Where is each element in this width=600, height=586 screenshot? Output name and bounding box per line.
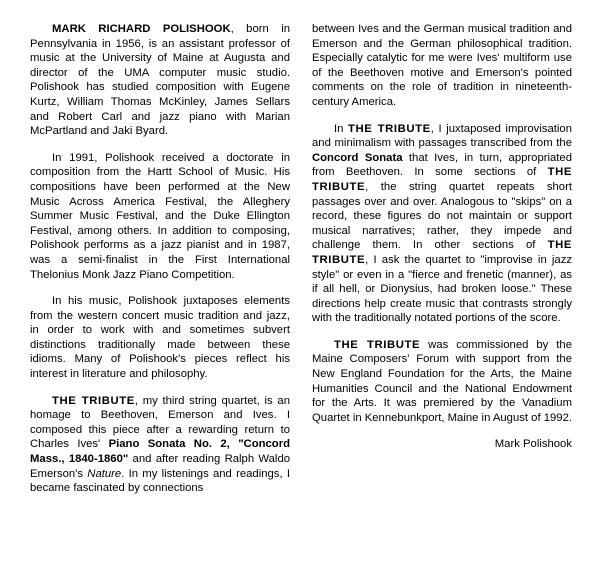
paragraph-bio-music [30, 294, 290, 382]
commission-text: was commissioned by the Maine Composers' Forum with support from the New England Foundation for the Arts, the Maine Humanities Council and the National Endowment for the Arts. It was premiered by the Vanadium Quartet in Kennebunkport, Maine in August of 1992. [312, 338, 573, 424]
paragraph-tribute-description [312, 122, 572, 326]
desc-text-1: In [334, 122, 349, 135]
bio-music-text: In his music, Polishook juxtaposes elements from the western concert music tradition and jazz, in order to work with and sometimes subvert distinctions traditionally made between these idioms. Many of Polishook's pieces reflect his interest in literature and philosophy. [30, 295, 290, 381]
paragraph-tribute-intro [30, 394, 290, 496]
work-title-mention: THE TRIBUTE [312, 239, 572, 266]
tribute-intro-text-3: . In my listenings and readings, I became fascinated by connections [30, 467, 290, 495]
connections-text: between Ives and the German musical tradition and Emerson and the German philosophical tradition. Especially catalytic for me were Ives' multiform use of the Beethoven motive and Emerson's pointed comments on the role of tradition in nineteenth-century America. [312, 23, 572, 108]
two-column-layout [30, 22, 574, 568]
paragraph-connections-continued [312, 22, 572, 110]
desc-text-2: , I juxtaposed improvisation and minimalism with passages transcribed from the [312, 122, 572, 150]
concord-sonata-title: Concord Sonata [312, 151, 403, 164]
paragraph-commission [312, 338, 572, 426]
bio-1991-text: In 1991, Polishook received a doctorate in composition from the Hartt School of Music. His compositions have been performed at the New Music Across America Festival, the Alleghery Summer Music Festival, and the Duke Ellington Festival, among others. In addition to composing, Polishook performs as a jazz pianist and in 1987, was a semi-finalist in the First International Thelonius Monk Jazz Piano Competition. [30, 151, 290, 281]
author-name: MARK RICHARD POLISHOOK [52, 23, 231, 35]
nature-title: Nature [87, 467, 122, 480]
author-signature: Mark Polishook [494, 438, 572, 451]
work-title-mention: THE TRIBUTE [52, 394, 135, 407]
desc-text-3: that Ives, in turn, appropriated from Beethoven. In some sections of [312, 151, 572, 179]
bio-intro-text: , born in Pennsylvania in 1956, is an assistant professor of music at the University of Maine at Augusta and director of the UMA computer music studio. Polishook has studied composition with Eugene Kurtz, William Thomas McKinley, James Sellars and Robert Carl and jazz piano with Marian McPartland and Jaki Byard. [30, 23, 290, 138]
work-title-mention: THE TRIBUTE [312, 166, 572, 193]
desc-text-5: , I ask the quartet to "improvise in jazz style" or even in a "fierce and frenetic (manner), as if all hell, or Dionysius, had broken loose." These directions help create music that contrasts strongly with the traditionally notated portions of the score. [312, 253, 572, 325]
tribute-intro-text-2: and after reading Ralph Waldo Emerson's [30, 453, 291, 480]
work-title-mention: THE TRIBUTE [348, 122, 431, 135]
left-column [30, 22, 290, 568]
paragraph-bio-intro [30, 22, 290, 139]
tribute-intro-text-1: , my third string quartet, is an homage to Beethoven, Emerson and Ives. I composed this piece after a rewarding return to Charles Ives' [30, 394, 290, 451]
paragraph-bio-1991 [30, 151, 290, 282]
sonata-title: Piano Sonata No. 2, "Concord Mass., 1840-1860" [30, 438, 290, 466]
right-column [312, 22, 572, 568]
desc-text-4: , the string quartet repeats short passages over and over. Analogous to "skips" on a record, these figures do not maintain or support musical narratives; rather, they impede and challenge them. In other sections of [312, 180, 572, 252]
work-title-mention: THE TRIBUTE [334, 338, 421, 351]
